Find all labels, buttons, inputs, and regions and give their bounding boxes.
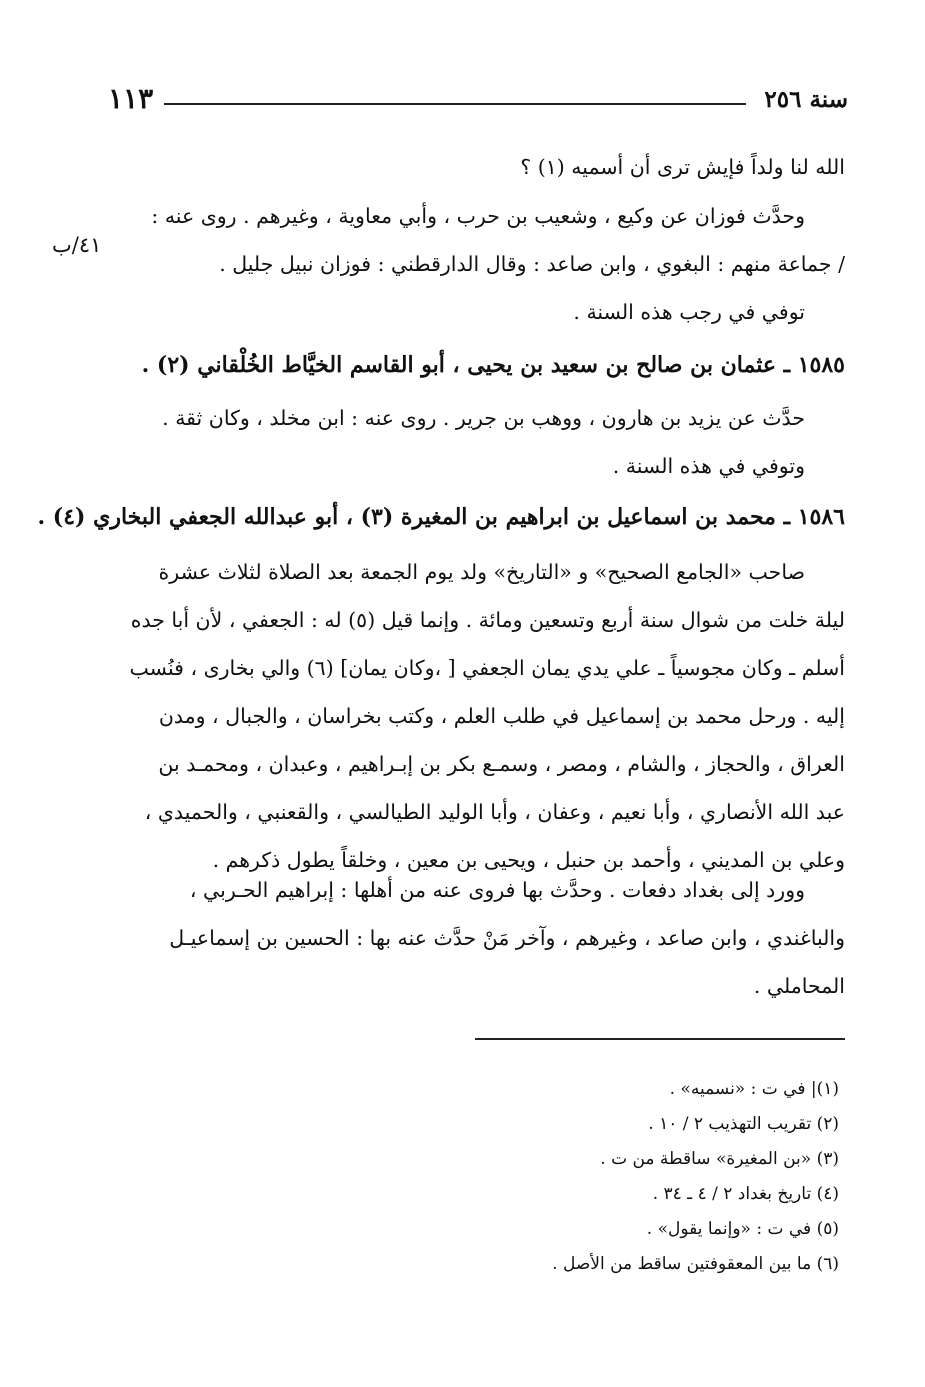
paragraph-line: وحدَّث فوزان عن وكيع ، وشعيب بن حرب ، وأبي معاوية ، وغيرهم . روى عنه : [151, 204, 805, 228]
header-year: سنة ٢٥٦ [764, 86, 848, 113]
header-rule [164, 103, 746, 105]
paragraph-line: صاحب «الجامع الصحيح» و «التاريخ» ولد يوم الجمعة بعد الصلاة لثلاث عشرة [158, 560, 805, 584]
footnote-rule [475, 1038, 845, 1040]
paragraph-line: المحاملي . [753, 974, 845, 998]
footnote-item: (٦) ما بين المعقوفتين ساقط من الأصل . [552, 1254, 839, 1274]
paragraph-line: وتوفي في هذه السنة . [612, 454, 805, 478]
footnote-item: (٣) «بن المغيرة» ساقطة من ت . [600, 1149, 839, 1169]
footnote-item: (٤) تاريخ بغداد ٢ / ٤ ـ ٣٤ . [652, 1184, 839, 1204]
entry-title-1585: ١٥٨٥ ـ عثمان بن صالح بن سعيد بن يحيى ، أبو القاسم الخيَّاط الخُلْقاني (٢) . [141, 352, 845, 378]
paragraph-line: / جماعة منهم : البغوي ، وابن صاعد : وقال الدارقطني : فوزان نبيل جليل . [219, 252, 845, 276]
paragraph-line: ليلة خلت من شوال سنة أربع وتسعين ومائة . وإنما قيل (٥) له : الجعفي ، لأن أبا جده [130, 608, 845, 632]
opening-line-block [75, 143, 845, 191]
paragraph-line: أسلم ـ وكان مجوسياً ـ علي يدي يمان الجعفي [ ،وكان يمان] (٦) والي بخارى ، فنُسب [129, 656, 845, 680]
footnotes [139, 1072, 839, 1282]
paragraph-line: وعلي بن المديني ، وأحمد بن حنبل ، ويحيى بن معين ، وخلقاً يطول ذكرهم . [212, 848, 845, 872]
paragraph-line: توفي في رجب هذه السنة . [573, 300, 805, 324]
paragraph-line: حدَّث عن يزيد بن هارون ، ووهب بن جرير . روى عنه : ابن مخلد ، وكان ثقة . [162, 406, 805, 430]
paragraph-line: وورد إلى بغداد دفعات . وحدَّث بها فروى عنه من أهلها : إبراهيم الحـربي ، [189, 878, 805, 902]
running-header [108, 82, 848, 122]
margin-folio-note: ٤١/ب [52, 233, 102, 257]
paragraph-line: العراق ، والحجاز ، والشام ، ومصر ، وسمـع بكر بن إبـراهيم ، وعبدان ، ومحمـد بن [158, 752, 845, 776]
paragraph-line: إليه . ورحل محمد بن إسماعيل في طلب العلم ، وكتب بخراسان ، والجبال ، ومدن [158, 704, 845, 728]
footnote-item: (٥) في ت : «وإنما يقول» . [646, 1219, 839, 1239]
footnote-item: (١)| في ت : «نسميه» . [669, 1079, 839, 1099]
page-number: ١١٣ [108, 82, 154, 115]
entry-body-1586-para2 [75, 866, 845, 1010]
entry-body-1586-para1 [75, 548, 845, 884]
entry-title-1586: ١٥٨٦ ـ محمد بن اسماعيل بن ابراهيم بن المغيرة (٣) ، أبو عبدالله الجعفي البخاري (٤) . [37, 504, 845, 530]
entry-body-1585 [75, 394, 845, 490]
footnote-item: (٢) تقريب التهذيب ٢ / ١٠ . [648, 1114, 839, 1134]
paragraph-line: والباغندي ، وابن صاعد ، وغيرهم ، وآخر مَنْ حدَّث عنه بها : الحسين بن إسماعيـل [169, 926, 845, 950]
opening-line: الله لنا ولداً فإيش ترى أن أسميه (١) ؟ [520, 155, 845, 179]
paragraph-fawzan [75, 192, 845, 336]
paragraph-line: عبد الله الأنصاري ، وأبا نعيم ، وعفان ، وأبا الوليد الطيالسي ، والقعنبي ، والحميدي ، [144, 800, 845, 824]
